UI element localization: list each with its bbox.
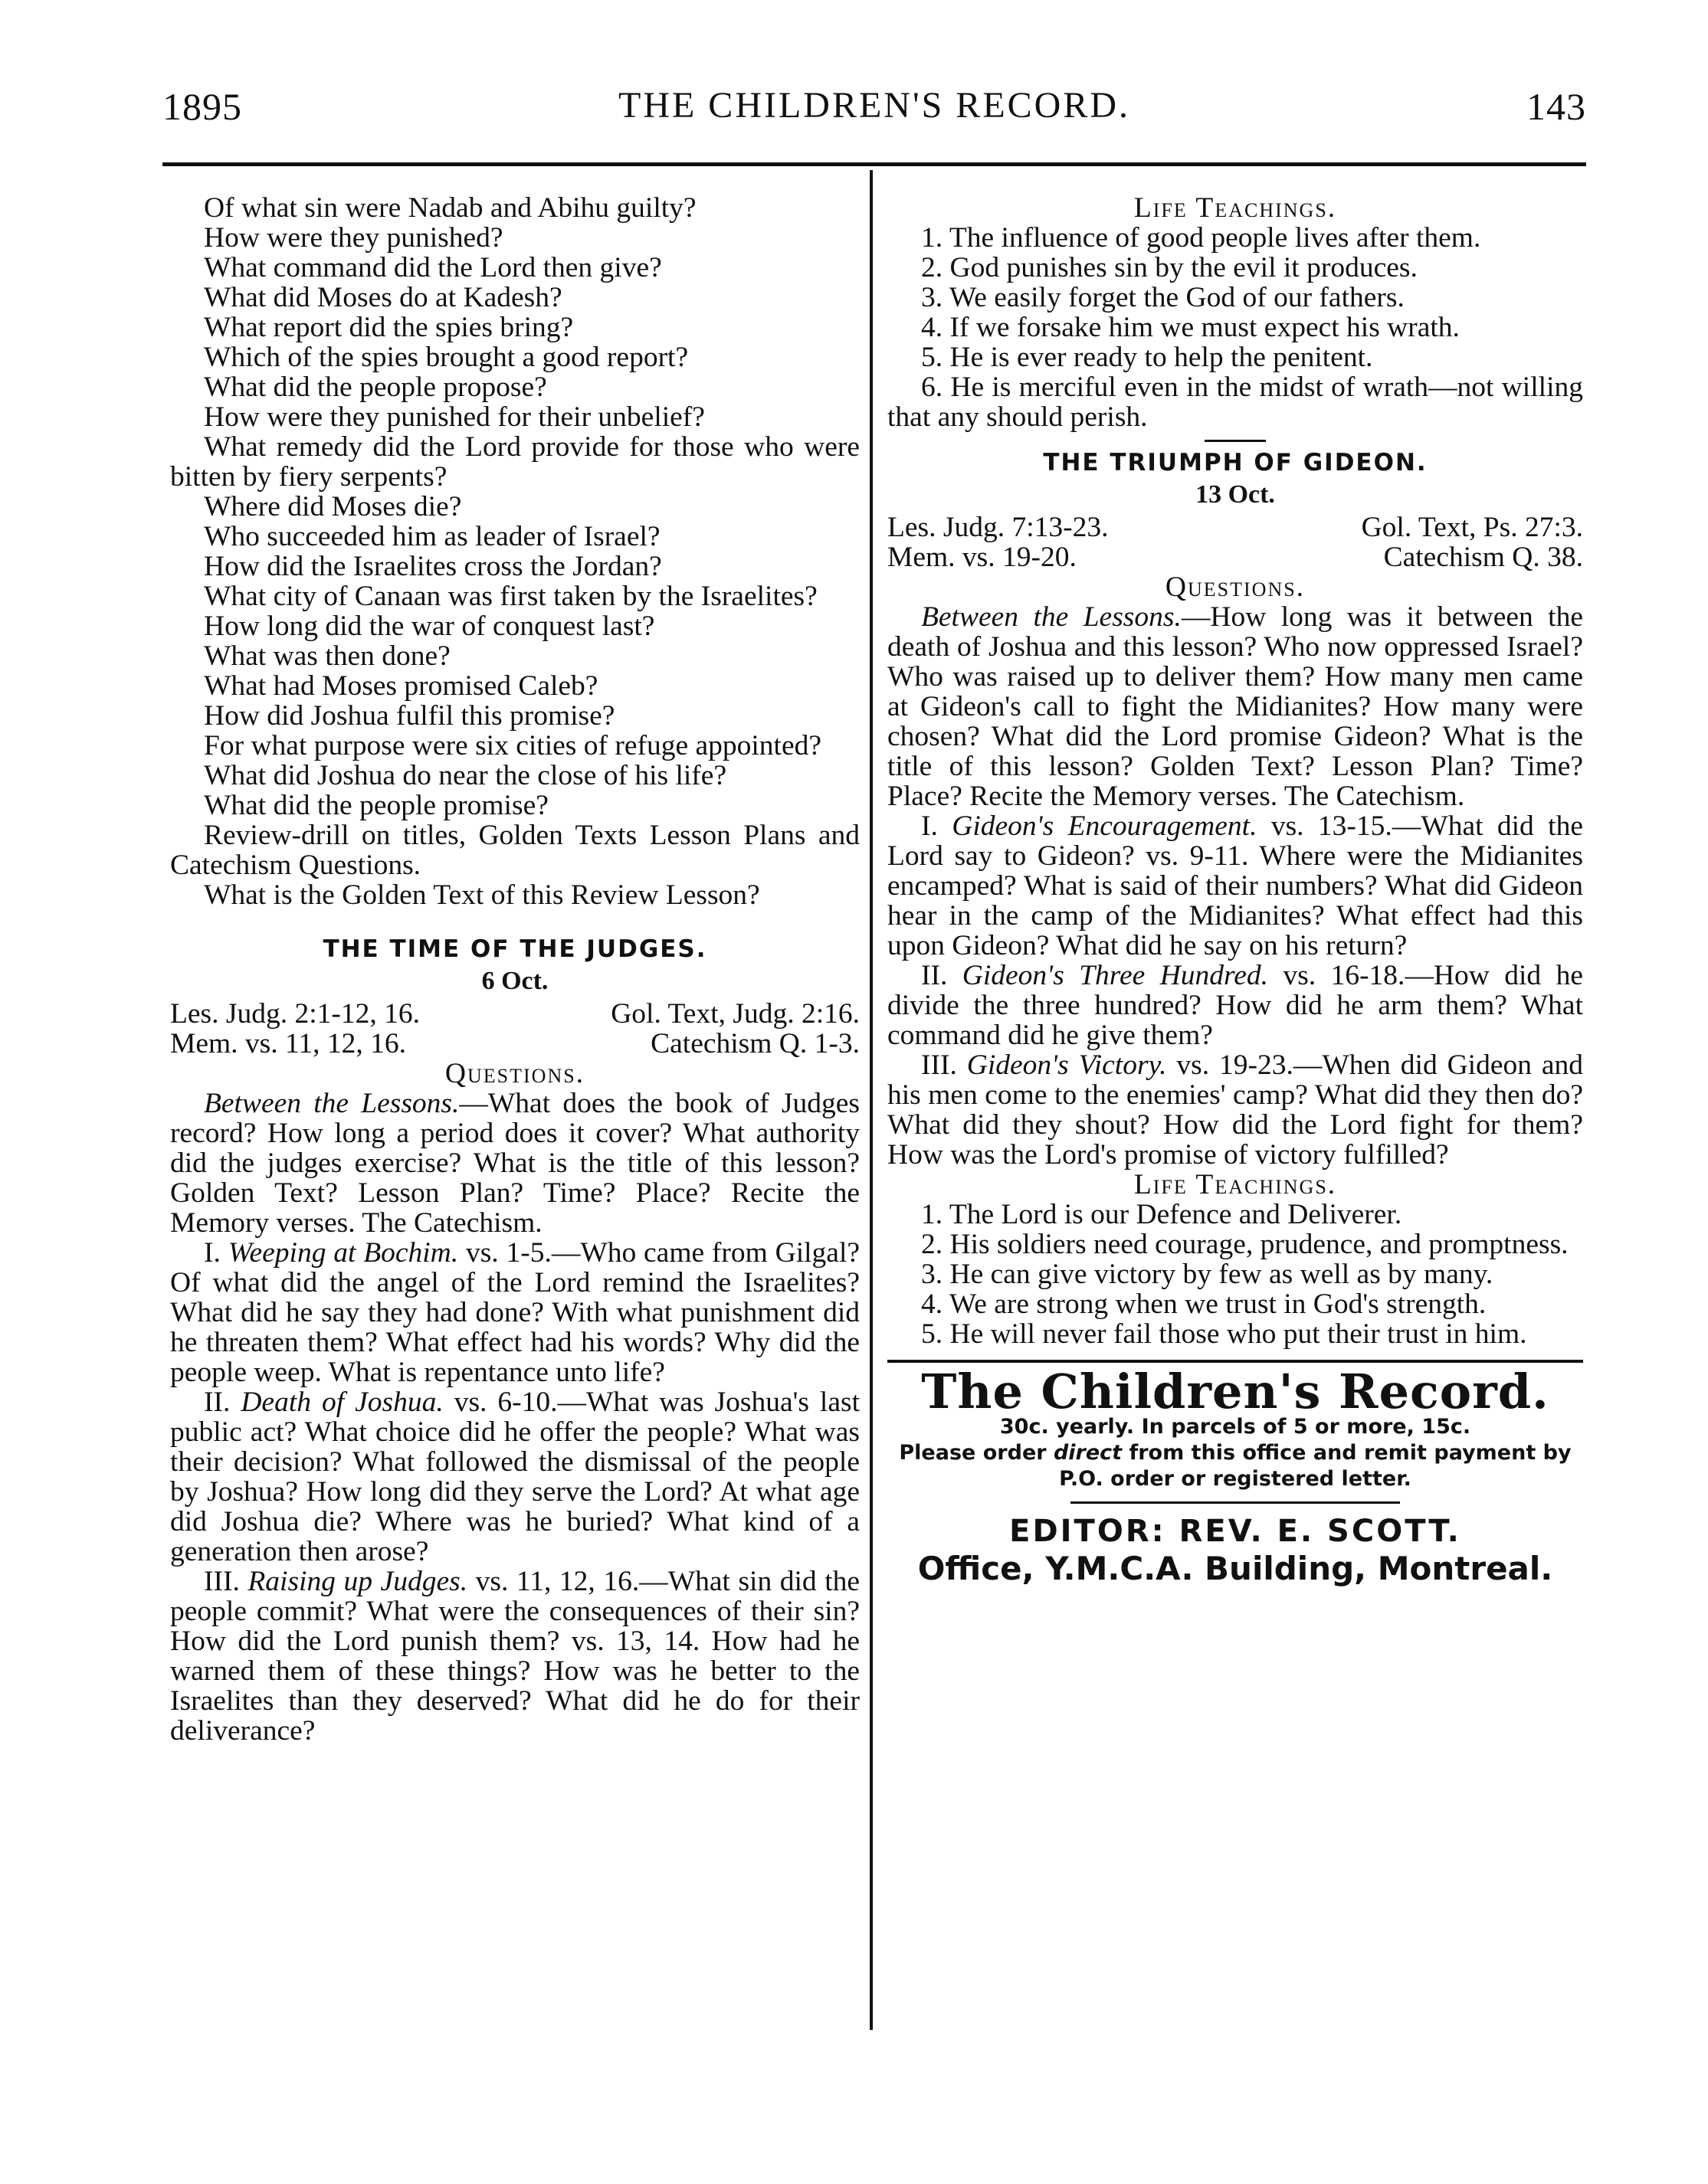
review-question: How were they punished for their unbelief? <box>204 401 705 433</box>
section-number: III. <box>204 1566 240 1597</box>
life-teaching-item: 1. The Lord is our Defence and Deliverer. <box>921 1199 1402 1230</box>
order-emphasis: direct <box>1053 1441 1123 1465</box>
review-questions <box>170 193 860 910</box>
review-question: How were they punished? <box>204 222 503 254</box>
between-lessons-label: Between the Lessons. <box>204 1088 460 1119</box>
section-text: —What sin did the people commit? What were the consequences of their sin? How did the Lord punish them? vs. 13, 14. How had he warned them of these things? How was he better to the Israelites than they deserved? What did he do for their deliverance? <box>170 1566 861 1747</box>
lesson-section <box>887 811 1583 961</box>
page-number: 143 <box>1526 85 1586 128</box>
lesson-refs <box>170 999 860 1029</box>
life-teaching-item: 3. We easily forget the God of our fathers. <box>921 282 1405 313</box>
section-divider <box>1205 440 1266 442</box>
life-teachings-heading: Life Teachings. <box>1133 192 1337 224</box>
review-question: For what purpose were six cities of refuge appointed? <box>204 730 821 761</box>
life-teaching-item: 1. The influence of good people lives after them. <box>921 222 1481 254</box>
review-question: What did the people propose? <box>204 372 547 403</box>
order-note <box>887 1440 1583 1492</box>
section-ref: vs. 1-5. <box>465 1237 552 1269</box>
header-title: THE CHILDREN'S RECORD. <box>618 85 1130 126</box>
review-question: How long did the war of conquest last? <box>204 611 655 642</box>
between-lessons-text: —How long was it between the death of Joshua and this lesson? Who now oppressed Israel? Who was raised up to deliver them? How many men came at Gideon's call to fight the Midianites? How many were chosen? What did the Lord promise Gideon? What is the title of this lesson? Golden Text? Lesson Plan? Time? Place? Recite the Memory verses. The Catechism. <box>887 601 1583 812</box>
life-teaching-item: 2. His soldiers need courage, prudence, and promptness. <box>921 1229 1569 1260</box>
review-question: Which of the spies brought a good report? <box>204 342 689 373</box>
masthead-title: The Children's Record. <box>921 1364 1549 1419</box>
page-header <box>162 84 1586 138</box>
section-ref: vs. 11, 12, 16. <box>475 1566 640 1597</box>
order-prefix: Please order <box>899 1441 1054 1465</box>
review-question: What did the people promise? <box>204 790 549 821</box>
catechism-ref: Catechism Q. 1-3. <box>651 1028 860 1059</box>
lesson-refs <box>887 542 1583 572</box>
review-question: What remedy did the Lord provide for those who were bitten by fiery serpents? <box>170 431 860 493</box>
masthead-divider <box>1070 1501 1400 1504</box>
lesson-scripture: Les. Judg. 7:13-23. <box>887 512 1109 543</box>
questions-heading: Questions. <box>1165 571 1306 603</box>
section-text: —What did the Lord say to Gideon? vs. 9-11. Where were the Midianites encamped? What is said of their numbers? What did Gideon hear in the camp of the Midianites? What effect had this upon Gideon? What did he say on his return? <box>887 810 1583 961</box>
section-text: —Who came from Gilgal? Of what did the angel of the Lord remind the Israelites? What did he say they had done? With what punishment did he threaten them? What effect had his words? Why did the people weep. What is repentance unto life? <box>170 1237 861 1388</box>
life-teaching-item: 4. If we forsake him we must expect his wrath. <box>921 312 1460 343</box>
between-lessons-label: Between the Lessons. <box>921 601 1182 633</box>
review-question: Of what sin were Nadab and Abihu guilty? <box>204 192 697 224</box>
section-label: Death of Joshua. <box>241 1387 444 1418</box>
lesson-refs <box>170 1029 860 1059</box>
life-teaching-item: 5. He is ever ready to help the penitent. <box>921 342 1373 373</box>
header-rule <box>162 162 1586 166</box>
column-divider <box>870 170 873 2030</box>
lesson-title: THE TIME OF THE JUDGES. <box>323 935 707 963</box>
section-number: I. <box>204 1237 221 1269</box>
section-label: Gideon's Encouragement. <box>952 810 1257 842</box>
section-number: II. <box>204 1387 231 1418</box>
review-question: Who succeeded him as leader of Israel? <box>204 521 661 552</box>
section-text: —When did Gideon and his men come to the enemies' camp? What did they then do? What did they shout? How did the Lord fight for them? How was the Lord's promise of victory fulfilled? <box>887 1049 1584 1171</box>
life-teaching-item: 5. He will never fail those who put their trust in him. <box>921 1318 1527 1350</box>
section-label: Weeping at Bochim. <box>228 1237 459 1269</box>
section-label: Gideon's Three Hundred. <box>962 960 1269 991</box>
office-address: Office, Y.M.C.A. Building, Montreal. <box>917 1550 1553 1587</box>
golden-text-ref: Gol. Text, Ps. 27:3. <box>1361 512 1583 543</box>
memory-verses: Mem. vs. 11, 12, 16. <box>170 1028 406 1059</box>
between-lessons <box>887 602 1583 811</box>
section-number: II. <box>921 960 948 991</box>
between-lessons-text: —What does the book of Judges record? How long a period does it cover? What authority did the judges exercise? What is the title of this lesson? Golden Text? Lesson Plan? Time? Place? Recite the Memory verses. The Catechism. <box>170 1088 860 1239</box>
lesson-date: 13 Oct. <box>1195 480 1275 509</box>
pricing: 30c. yearly. In parcels of 5 or more, 15c. <box>999 1415 1471 1439</box>
lesson-title: THE TRIUMPH OF GIDEON. <box>1043 449 1428 476</box>
order-suffix: from this office and remit payment by P.O. order or registered letter. <box>1059 1441 1572 1491</box>
section-ref: vs. 19-23. <box>1176 1049 1293 1081</box>
review-question: What did Joshua do near the close of his life? <box>204 760 727 791</box>
masthead-rule <box>887 1360 1583 1363</box>
life-teaching-item: 6. He is merciful even in the midst of wrath—not willing that any should perish. <box>887 372 1583 433</box>
golden-text-ref: Gol. Text, Judg. 2:16. <box>611 998 860 1030</box>
review-question: What report did the spies bring? <box>204 312 574 343</box>
review-question: How did Joshua fulfil this promise? <box>204 700 615 732</box>
catechism-ref: Catechism Q. 38. <box>1383 542 1583 573</box>
review-question: What is the Golden Text of this Review Lesson? <box>204 879 760 911</box>
review-question: What was then done? <box>204 640 451 672</box>
review-question: Where did Moses die? <box>204 491 462 522</box>
life-teachings-heading: Life Teachings. <box>1133 1169 1337 1200</box>
lesson-section <box>170 1238 860 1387</box>
lesson-section <box>887 1050 1583 1170</box>
life-teaching-item: 3. He can give victory by few as well as by many. <box>921 1259 1493 1290</box>
section-label: Gideon's Victory. <box>966 1049 1167 1081</box>
section-text: —What was Joshua's last public act? What choice did he offer the people? What was their decision? What followed the dismissal of the people by Joshua? How long did they serve the Lord? At what age did Joshua die? Where was he buried? What kind of a generation then arose? <box>170 1387 860 1567</box>
life-teaching-item: 4. We are strong when we trust in God's strength. <box>921 1288 1487 1320</box>
review-question: What command did the Lord then give? <box>204 252 662 283</box>
memory-verses: Mem. vs. 19-20. <box>887 542 1077 573</box>
questions-heading: Questions. <box>444 1058 585 1089</box>
section-number: I. <box>921 810 938 842</box>
between-lessons <box>170 1089 860 1238</box>
header-year: 1895 <box>162 85 242 128</box>
section-ref: vs. 6-10. <box>454 1387 558 1418</box>
editor-line: EDITOR: REV. E. SCOTT. <box>1009 1514 1461 1549</box>
lesson-section <box>170 1387 860 1567</box>
right-column <box>887 193 1583 1588</box>
review-question: Review-drill on titles, Golden Texts Lesson Plans and Catechism Questions. <box>170 820 860 881</box>
review-question: How did the Israelites cross the Jordan? <box>204 551 662 582</box>
review-question: What city of Canaan was first taken by the Israelites? <box>204 581 818 612</box>
lesson-scripture: Les. Judg. 2:1-12, 16. <box>170 998 421 1030</box>
section-text: —How did he divide the three hundred? How did he arm them? What command did he give them? <box>887 960 1583 1051</box>
section-ref: vs. 16-18. <box>1283 960 1405 991</box>
lesson-section <box>887 961 1583 1050</box>
section-label: Raising up Judges. <box>248 1566 468 1597</box>
lesson-refs <box>887 512 1583 542</box>
review-question: What did Moses do at Kadesh? <box>204 282 562 313</box>
left-column <box>170 193 860 1746</box>
lesson-date: 6 Oct. <box>481 967 549 995</box>
review-question: What had Moses promised Caleb? <box>204 670 598 702</box>
section-number: III. <box>921 1049 957 1081</box>
lesson-section <box>170 1567 860 1746</box>
life-teaching-item: 2. God punishes sin by the evil it produces. <box>921 252 1418 283</box>
section-ref: vs. 13-15. <box>1270 810 1392 842</box>
